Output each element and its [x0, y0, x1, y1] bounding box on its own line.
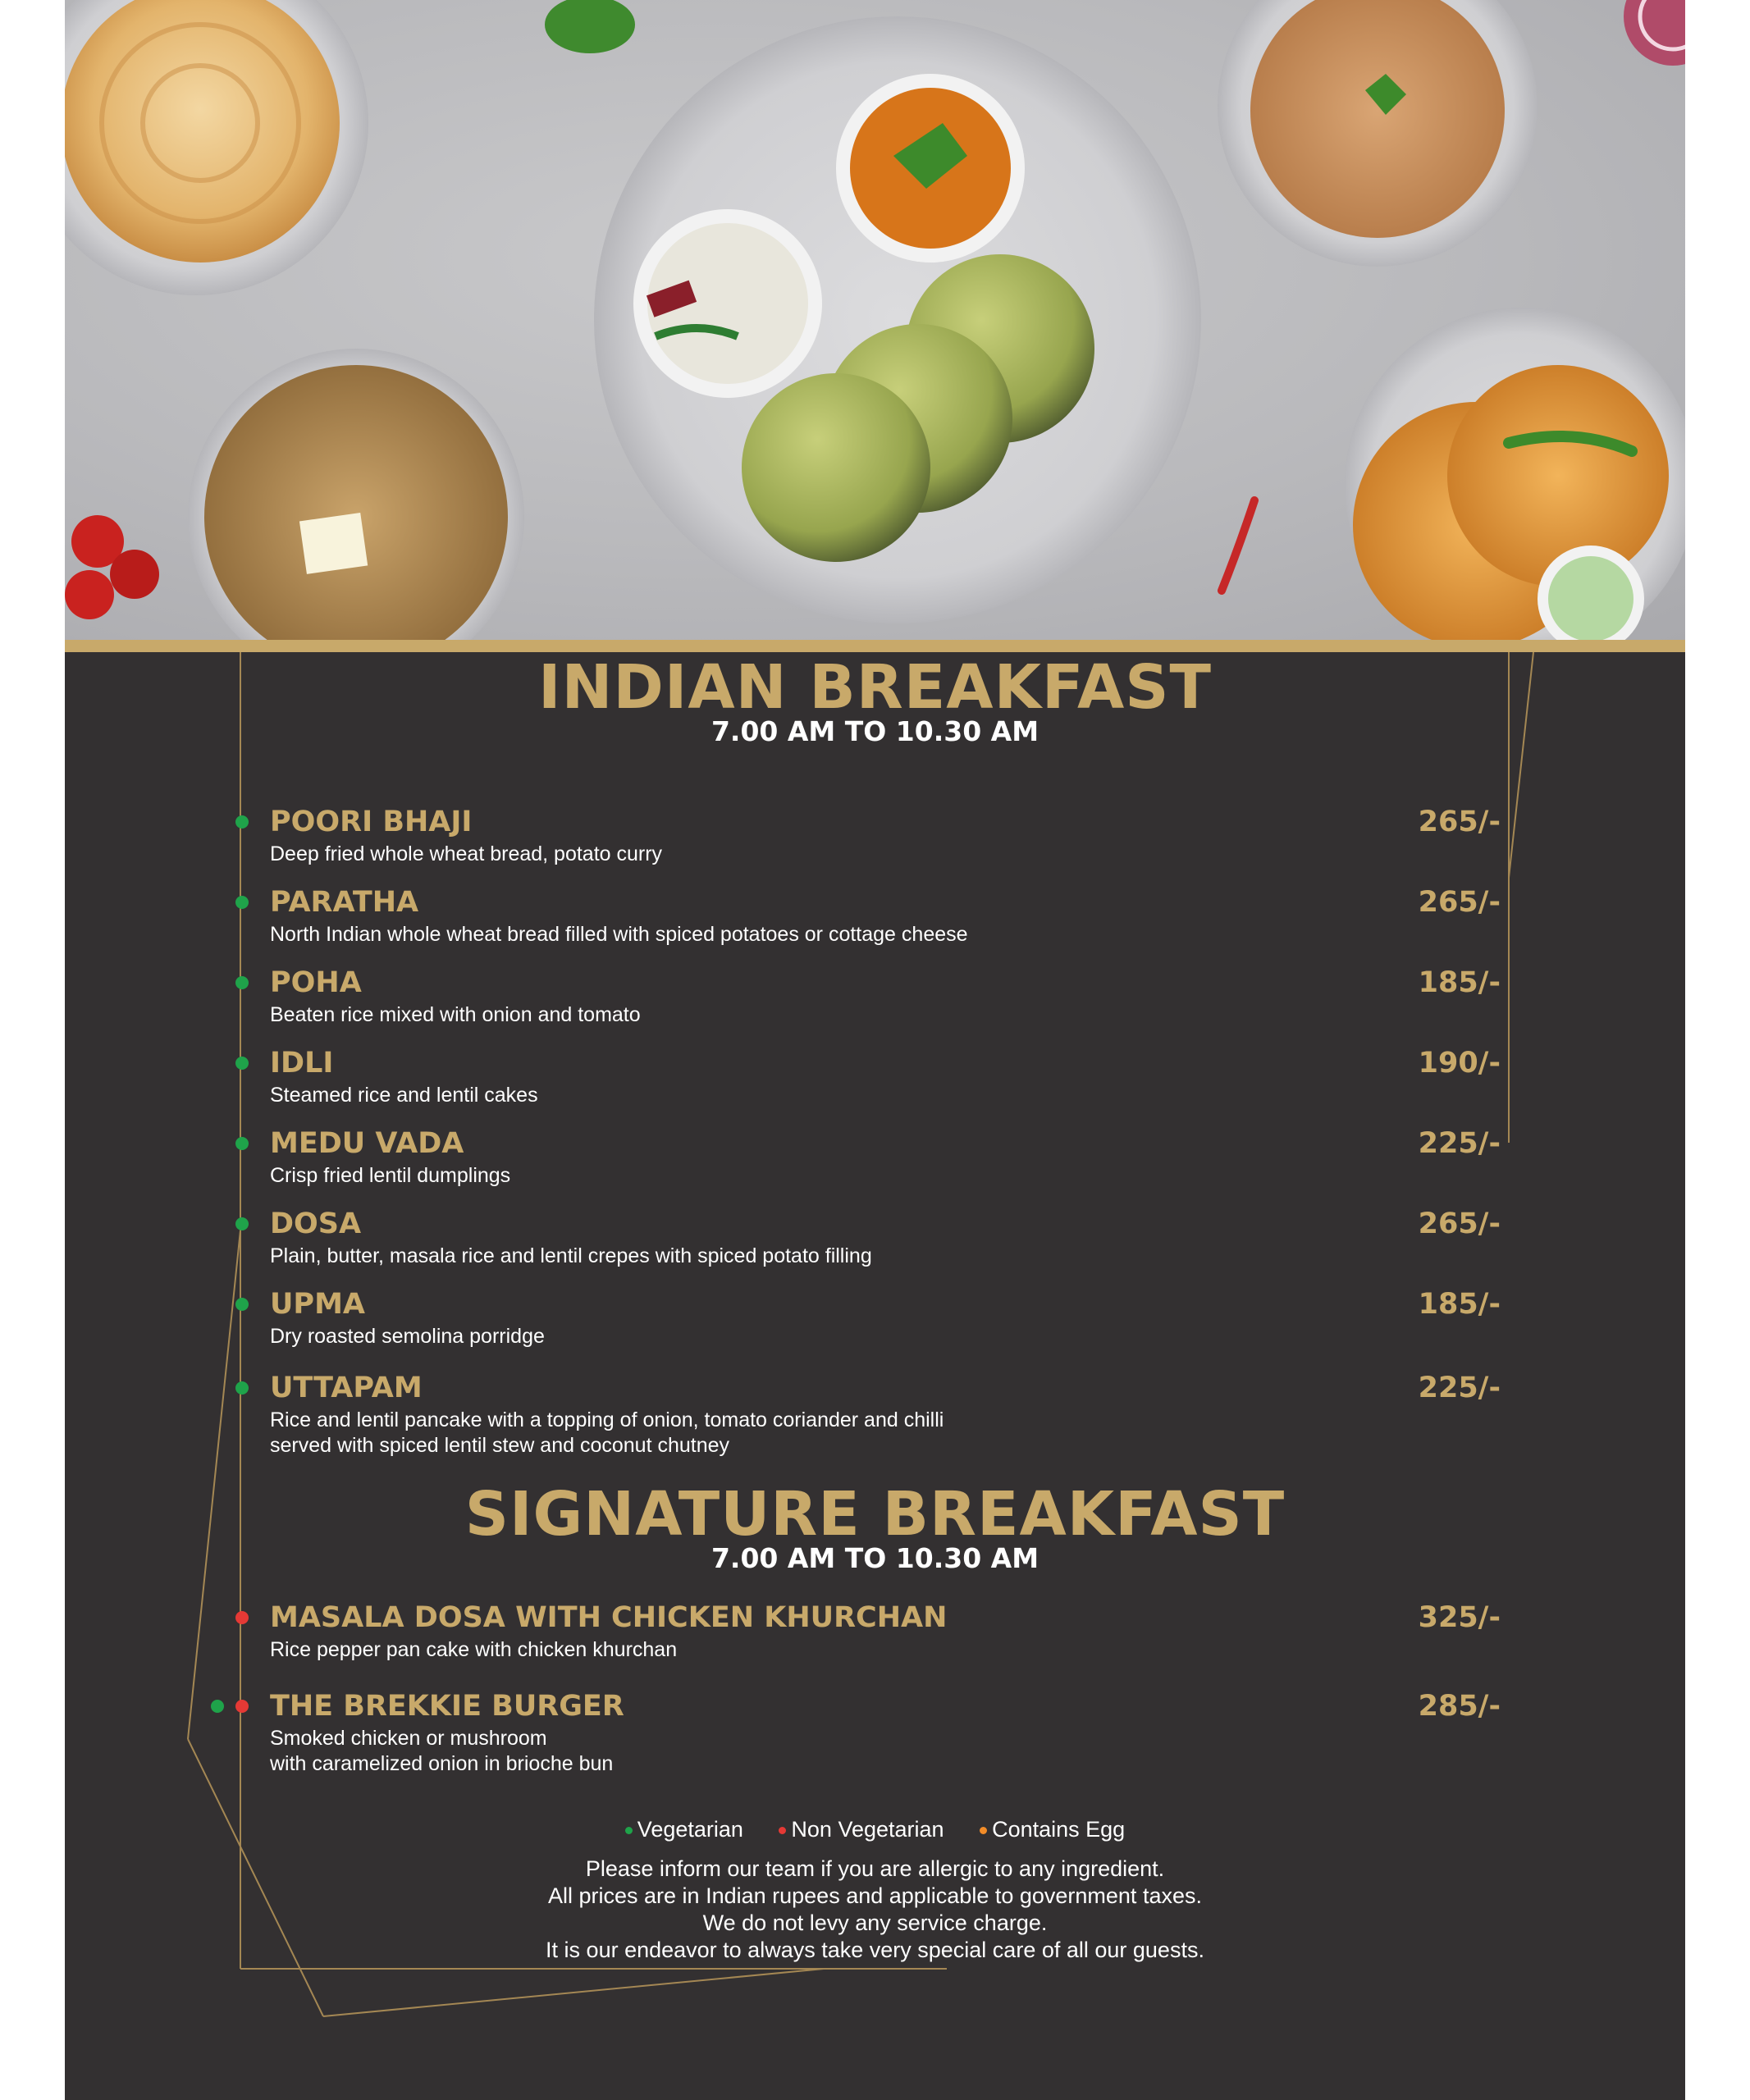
veg-dot-icon [235, 1298, 249, 1311]
item-price: 185/- [1418, 966, 1501, 999]
veg-dot-icon [235, 976, 249, 989]
item-price: 265/- [1418, 806, 1501, 838]
note-line: It is our endeavor to always take very special care of all our guests. [546, 1938, 1204, 1962]
item-name: IDLI [270, 1047, 334, 1080]
item-description: Deep fried whole wheat bread, potato curry [270, 842, 663, 865]
item-description: Beaten rice mixed with onion and tomato [270, 1003, 641, 1026]
item-price: 225/- [1418, 1127, 1501, 1160]
nonveg-dot-icon [235, 1611, 249, 1624]
item-description: Smoked chicken or mushroom with caramelized onion in brioche bun [270, 1727, 614, 1775]
item-name: POHA [270, 966, 362, 999]
veg-dot-icon [211, 1700, 224, 1713]
veg-dot-icon [625, 1827, 633, 1834]
veg-dot-icon [235, 1217, 249, 1230]
signature-breakfast-title: SIGNATURE BREAKFAST [464, 1479, 1286, 1550]
item-name: MEDU VADA [270, 1127, 464, 1160]
item-name: MASALA DOSA WITH CHICKEN KHURCHAN [270, 1601, 948, 1634]
veg-dot-icon [235, 896, 249, 909]
hero-food-image [65, 0, 1685, 640]
item-description: Plain, butter, masala rice and lentil crepes with spiced potato filling [270, 1244, 872, 1267]
note-line: We do not levy any service charge. [702, 1911, 1048, 1935]
item-name: UTTAPAM [270, 1372, 423, 1404]
item-name: PARATHA [270, 886, 419, 919]
item-name: UPMA [270, 1288, 365, 1321]
egg-dot-icon [980, 1827, 987, 1834]
item-description: Dry roasted semolina porridge [270, 1325, 545, 1348]
gold-divider-bar [65, 640, 1685, 652]
item-description: Crisp fried lentil dumplings [270, 1164, 511, 1187]
item-price: 265/- [1418, 886, 1501, 919]
nonveg-dot-icon [779, 1827, 786, 1834]
note-line: Please inform our team if you are allergic to any ingredient. [585, 1856, 1165, 1881]
diet-legend [65, 1817, 1685, 1842]
legend-nonveg: Non Vegetarian [779, 1817, 944, 1842]
veg-dot-icon [235, 1381, 249, 1395]
menu-page [65, 0, 1685, 2100]
item-price: 325/- [1418, 1601, 1501, 1634]
legend-egg: Contains Egg [980, 1817, 1125, 1842]
item-description: Rice and lentil pancake with a topping of onion, tomato coriander and chilli served with spiced lentil stew and coconut chutney [270, 1408, 944, 1457]
item-price: 265/- [1418, 1208, 1501, 1240]
item-description: North Indian whole wheat bread filled with spiced potatoes or cottage cheese [270, 923, 968, 946]
item-price: 185/- [1418, 1288, 1501, 1321]
item-name: POORI BHAJI [270, 806, 473, 838]
veg-dot-icon [235, 815, 249, 829]
item-price: 190/- [1418, 1047, 1501, 1080]
item-price: 225/- [1418, 1372, 1501, 1404]
item-name: DOSA [270, 1208, 362, 1240]
indian-breakfast-time: 7.00 AM TO 10.30 AM [711, 715, 1039, 747]
legend-veg: Vegetarian [625, 1817, 743, 1842]
item-name: THE BREKKIE BURGER [270, 1690, 624, 1723]
veg-dot-icon [235, 1137, 249, 1150]
veg-dot-icon [235, 1057, 249, 1070]
item-description: Steamed rice and lentil cakes [270, 1084, 538, 1107]
item-price: 285/- [1418, 1690, 1501, 1723]
food-plates-illustration [65, 0, 1685, 640]
note-line: All prices are in Indian rupees and applicable to government taxes. [548, 1883, 1202, 1908]
indian-breakfast-title: INDIAN BREAKFAST [537, 652, 1213, 723]
item-description: Rice pepper pan cake with chicken khurchan [270, 1638, 678, 1661]
menu-notes [65, 1856, 1685, 1964]
signature-breakfast-time: 7.00 AM TO 10.30 AM [711, 1542, 1039, 1574]
nonveg-dot-icon [235, 1700, 249, 1713]
